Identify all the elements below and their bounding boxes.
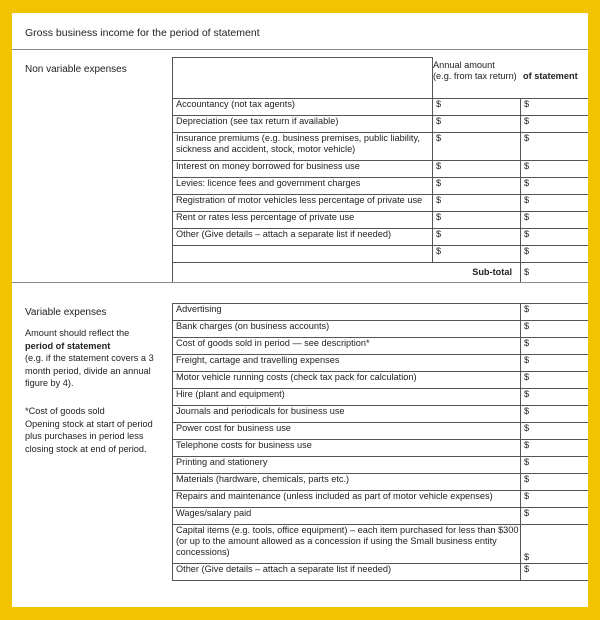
variable-note-line1: Amount should reflect the: [25, 328, 130, 338]
dollar-sign: $: [524, 133, 530, 143]
expense-label: Registration of motor vehicles less percentage of private use: [173, 195, 433, 212]
annual-amount-field[interactable]: [433, 133, 521, 161]
expense-row: [173, 355, 589, 372]
expense-label: Journals and periodicals for business use: [173, 406, 521, 423]
expense-row: [173, 116, 589, 133]
expense-label: Hire (plant and equipment): [173, 389, 521, 406]
annual-amount-field[interactable]: [433, 99, 521, 116]
annual-amount-field[interactable]: [433, 161, 521, 178]
header-spacer: [173, 58, 433, 99]
statement-amount-field[interactable]: [521, 406, 589, 423]
expense-row: [173, 161, 589, 178]
page-title: Gross business income for the period of statement: [25, 27, 260, 39]
statement-amount-field[interactable]: [521, 440, 589, 457]
header-spacer: [521, 58, 589, 99]
of-statement-header: of statement: [523, 71, 578, 81]
statement-amount-field[interactable]: [521, 304, 589, 321]
annual-amount-line2: (e.g. from tax return): [433, 71, 517, 81]
blank-row: [173, 246, 589, 263]
dollar-sign: $: [524, 321, 530, 331]
subtotal-field[interactable]: [521, 263, 589, 283]
dollar-sign: $: [436, 229, 442, 239]
expense-row: [173, 304, 589, 321]
statement-amount-field[interactable]: [521, 457, 589, 474]
dollar-sign: $: [524, 161, 530, 171]
statement-amount-field[interactable]: [521, 133, 589, 161]
form-page: [12, 13, 588, 607]
expense-row: [173, 195, 589, 212]
expense-label: Interest on money borrowed for business use: [173, 161, 433, 178]
annual-amount-field[interactable]: [433, 246, 521, 263]
expense-label: Freight, cartage and travelling expenses: [173, 355, 521, 372]
dollar-sign: $: [436, 99, 442, 109]
dollar-sign: $: [524, 178, 530, 188]
dollar-sign: $: [524, 372, 530, 382]
dollar-sign: $: [524, 116, 530, 126]
dollar-sign: $: [524, 440, 530, 450]
statement-amount-field[interactable]: [521, 508, 589, 525]
variable-table: [172, 303, 588, 581]
annual-amount-field[interactable]: [433, 195, 521, 212]
statement-amount-field[interactable]: [521, 525, 589, 564]
expense-row: [173, 133, 589, 161]
subtotal-label: Sub-total: [173, 263, 521, 283]
statement-amount-field[interactable]: [521, 246, 589, 263]
dollar-sign: $: [436, 212, 442, 222]
dollar-sign: $: [436, 133, 442, 143]
statement-amount-field[interactable]: [521, 212, 589, 229]
dollar-sign: $: [436, 178, 442, 188]
expense-row: [173, 525, 589, 564]
expense-label: Levies: licence fees and government charges: [173, 178, 433, 195]
expense-label: Depreciation (see tax return if available): [173, 116, 433, 133]
dollar-sign: $: [524, 212, 530, 222]
divider-top: [12, 49, 588, 50]
expense-row: [173, 99, 589, 116]
dollar-sign: $: [524, 474, 530, 484]
statement-amount-field[interactable]: [521, 491, 589, 508]
statement-amount-field[interactable]: [521, 178, 589, 195]
expense-row: [173, 178, 589, 195]
expense-row: [173, 389, 589, 406]
expense-label: Printing and stationery: [173, 457, 521, 474]
annual-amount-field[interactable]: [433, 212, 521, 229]
statement-amount-field[interactable]: [521, 99, 589, 116]
divider-middle: [12, 282, 588, 283]
statement-amount-field[interactable]: [521, 564, 589, 581]
statement-amount-field[interactable]: [521, 338, 589, 355]
expense-label: Other (Give details – attach a separate list if needed): [173, 564, 521, 581]
expense-row: [173, 491, 589, 508]
annual-amount-field[interactable]: [433, 116, 521, 133]
statement-amount-field[interactable]: [521, 195, 589, 212]
expense-row: [173, 474, 589, 491]
statement-amount-field[interactable]: [521, 116, 589, 133]
expense-label: Capital items (e.g. tools, office equipment) – each item purchased for less than $300 (or up to the amount allowed as a concession if using the Small business entity concessions): [173, 525, 521, 564]
statement-amount-field[interactable]: [521, 161, 589, 178]
expense-row: [173, 423, 589, 440]
expense-label: Cost of goods sold in period — see description*: [173, 338, 521, 355]
dollar-sign: $: [524, 99, 530, 109]
dollar-sign: $: [524, 195, 530, 205]
expense-label: Repairs and maintenance (unless included as part of motor vehicle expenses): [173, 491, 521, 508]
expense-label: Accountancy (not tax agents): [173, 99, 433, 116]
dollar-sign: $: [524, 564, 530, 574]
statement-amount-field[interactable]: [521, 229, 589, 246]
expense-label: Bank charges (on business accounts): [173, 321, 521, 338]
expense-label: Wages/salary paid: [173, 508, 521, 525]
dollar-sign: $: [524, 406, 530, 416]
expense-label: Rent or rates less percentage of private use: [173, 212, 433, 229]
dollar-sign: $: [436, 246, 442, 256]
statement-amount-field[interactable]: [521, 321, 589, 338]
header-spacer: [433, 58, 521, 99]
statement-amount-field[interactable]: [521, 389, 589, 406]
variable-note-bold: period of statement: [25, 340, 111, 351]
expense-row: [173, 457, 589, 474]
statement-amount-field[interactable]: [521, 474, 589, 491]
dollar-sign: $: [524, 229, 530, 239]
variable-note: [25, 327, 165, 390]
dollar-sign: $: [524, 552, 530, 562]
expense-row: [173, 338, 589, 355]
dollar-sign: $: [524, 508, 530, 518]
expense-row: [173, 406, 589, 423]
expense-row: [173, 508, 589, 525]
annual-amount-field[interactable]: [433, 229, 521, 246]
non-variable-table: [172, 57, 588, 283]
expense-row: [173, 372, 589, 389]
expense-row: [173, 440, 589, 457]
dollar-sign: $: [524, 338, 530, 348]
header-row: [173, 58, 589, 99]
expense-label: Insurance premiums (e.g. business premises, public liability, sickness and accident, stock, motor vehicle): [173, 133, 433, 161]
variable-note-rest: (e.g. if the statement covers a 3 month period, divide an annual figure by 4).: [25, 353, 154, 388]
expense-label: Power cost for business use: [173, 423, 521, 440]
cogs-note: [25, 405, 165, 455]
dollar-sign: $: [524, 304, 530, 314]
subtotal-row: [173, 263, 589, 283]
expense-label: Materials (hardware, chemicals, parts etc.): [173, 474, 521, 491]
annual-amount-field[interactable]: [433, 178, 521, 195]
blank-label-cell[interactable]: [173, 246, 433, 263]
variable-heading: Variable expenses: [25, 307, 107, 318]
dollar-sign: $: [436, 195, 442, 205]
expense-row: [173, 229, 589, 246]
expense-label: Motor vehicle running costs (check tax pack for calculation): [173, 372, 521, 389]
expense-row: [173, 212, 589, 229]
dollar-sign: $: [524, 246, 530, 256]
dollar-sign: $: [436, 161, 442, 171]
annual-amount-line1: Annual amount: [433, 60, 495, 70]
dollar-sign: $: [524, 423, 530, 433]
dollar-sign: $: [436, 116, 442, 126]
expense-label: Telephone costs for business use: [173, 440, 521, 457]
dollar-sign: $: [524, 457, 530, 467]
expense-row: [173, 321, 589, 338]
cogs-title: *Cost of goods sold: [25, 406, 105, 416]
expense-label: Advertising: [173, 304, 521, 321]
dollar-sign: $: [524, 355, 530, 365]
statement-amount-field[interactable]: [521, 355, 589, 372]
statement-amount-field[interactable]: [521, 372, 589, 389]
cogs-description: Opening stock at start of period plus purchases in period less closing stock at end of period.: [25, 418, 153, 454]
statement-amount-field[interactable]: [521, 423, 589, 440]
non-variable-heading: Non variable expenses: [25, 64, 127, 75]
dollar-sign: $: [524, 389, 530, 399]
expense-row: [173, 564, 589, 581]
dollar-sign: $: [524, 491, 530, 501]
expense-label: Other (Give details – attach a separate list if needed): [173, 229, 433, 246]
dollar-sign: $: [524, 267, 530, 277]
